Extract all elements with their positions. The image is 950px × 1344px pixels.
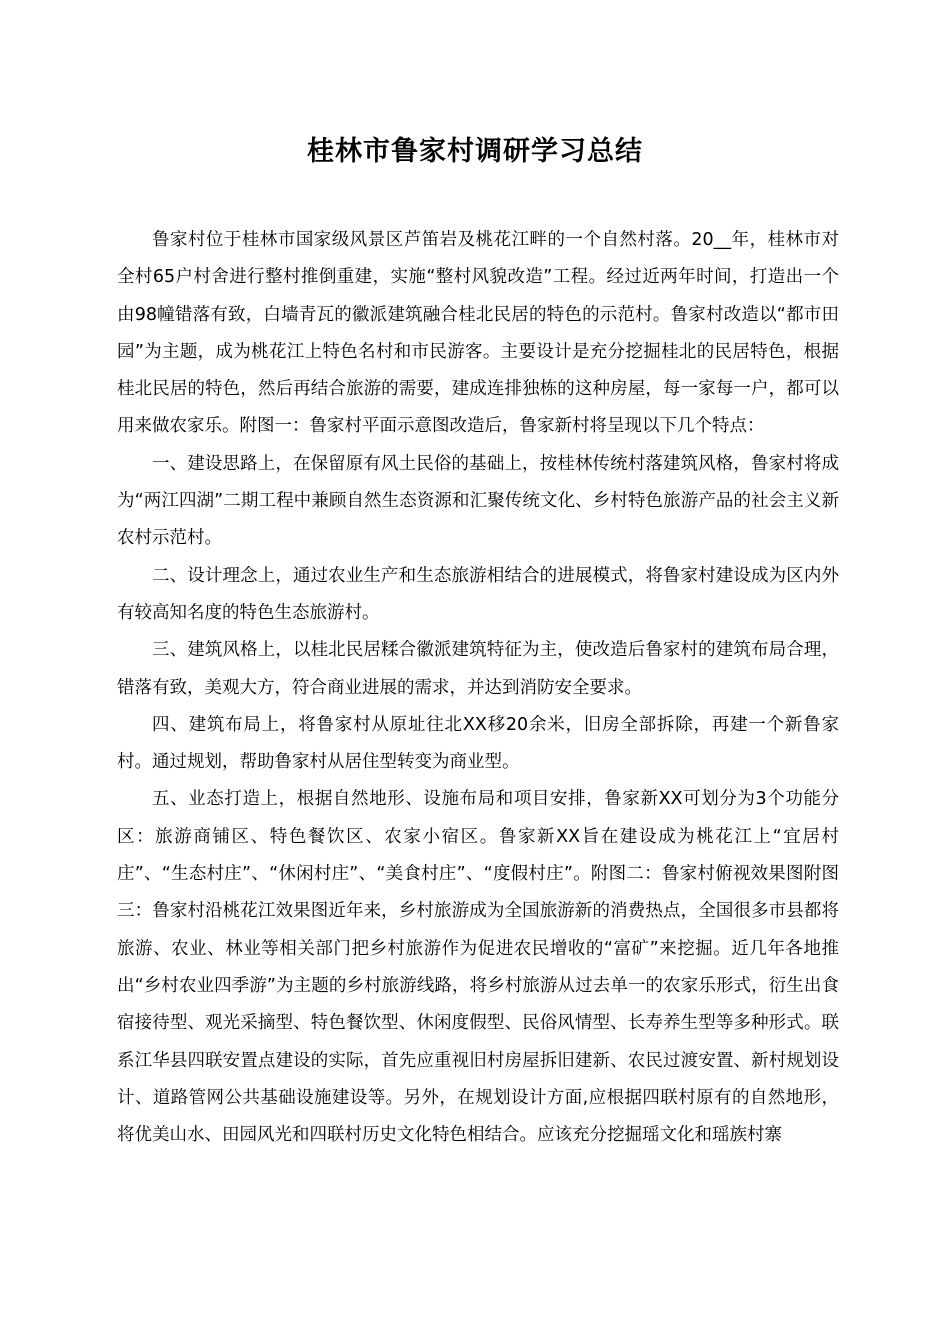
paragraph-point-1: 一、建设思路上，在保留原有风土民俗的基础上，按桂林传统村落建筑风格，鲁家村将成为“两江四湖”二期工程中兼顾自然生态资源和汇聚传统文化、乡村特色旅游产品的社会主义新农村示范村。	[117, 453, 839, 549]
paragraph-intro: 鲁家村位于桂林市国家级风景区芦笛岩及桃花江畔的一个自然村落。20__年，桂林市对全村65户村舍进行整村推倒重建，实施“整村风貌改造”工程。经过近两年时间，打造出一个由98幢错落有致，白墙青瓦的徽派建筑融合桂北民居的特色的示范村。鲁家村改造以“都市田园”为主题，成为桃花江上特色名村和市民游客。主要设计是充分挖掘桂北的民居特色，根据桂北民居的特色，然后再结合旅游的需要，建成连排独栋的这种房屋，每一家每一户，都可以用来做农家乐。附图一：鲁家村平面示意图改造后，鲁家新村将呈现以下几个特点：	[117, 230, 839, 437]
document-title: 桂林市鲁家村调研学习总结	[307, 136, 643, 167]
paragraph-point-3: 三、建筑风格上，以桂北民居糅合徽派建筑特征为主，使改造后鲁家村的建筑布局合理，错落有致，美观大方，符合商业进展的需求，并达到消防安全要求。	[117, 640, 839, 698]
paragraph-point-4: 四、建筑布局上，将鲁家村从原址往北XX移20余米，旧房全部拆除，再建一个新鲁家村。通过规划，帮助鲁家村从居住型转变为商业型。	[117, 714, 839, 773]
paragraph-point-2: 二、设计理念上，通过农业生产和生态旅游相结合的进展模式，将鲁家村建设成为区内外有较高知名度的特色生态旅游村。	[117, 565, 839, 623]
document-body	[117, 222, 839, 1154]
paragraph-point-5: 五、业态打造上，根据自然地形、设施布局和项目安排，鲁家新XX可划分为3个功能分区：旅游商铺区、特色餐饮区、农家小宿区。鲁家新XX旨在建设成为桃花江上“宜居村庄”、“生态村庄”、“休闲村庄”、“美食村庄”、“度假村庄”。附图二：鲁家村俯视效果图附图三：鲁家村沿桃花江效果图近年来，乡村旅游成为全国旅游新的消费热点，全国很多市县都将旅游、农业、林业等相关部门把乡村旅游作为促进农民增收的“富矿”来挖掘。近几年各地推出“乡村农业四季游”为主题的乡村旅游线路，将乡村旅游从过去单一的农家乐形式，衍生出食宿接待型、观光采摘型、特色餐饮型、休闲度假型、民俗风情型、长寿养生型等多种形式。联系江华县四联安置点建设的实际，首先应重视旧村房屋拆旧建新、农民过渡安置、新村规划设计、道路管网公共基础设施建设等。另外，在规划设计方面,应根据四联村原有的自然地形，将优美山水、田园风光和四联村历史文化特色相结合。应该充分挖掘瑶文化和瑶族村寨	[117, 789, 839, 1146]
